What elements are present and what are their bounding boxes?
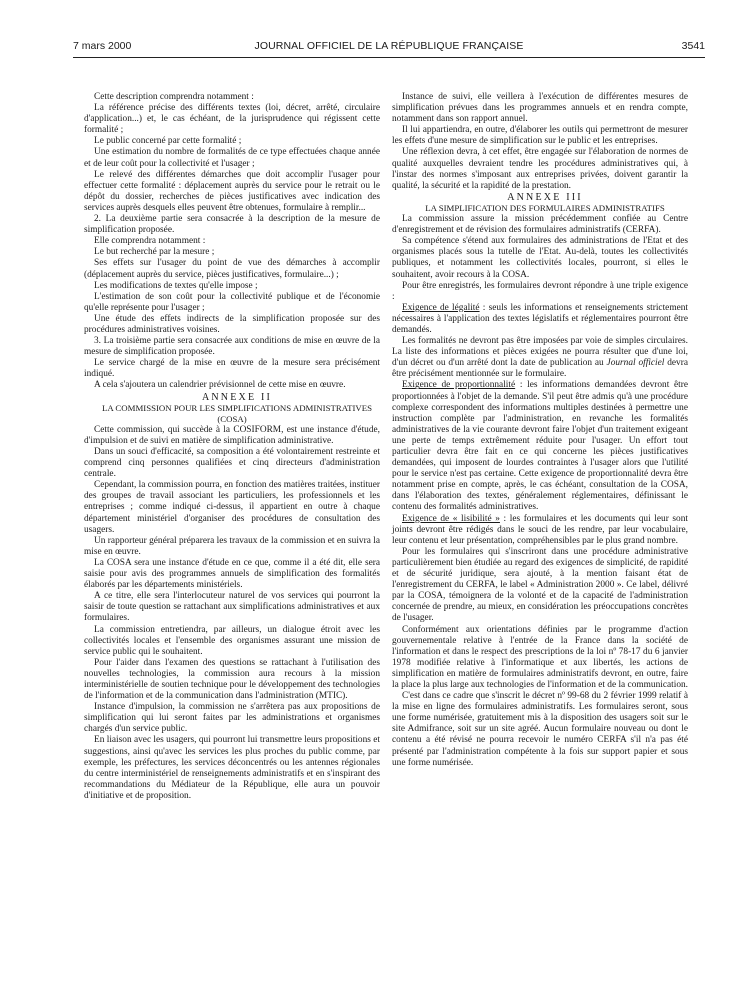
circulars-text: Les formalités ne devront pas être imposées par voie de simples circulaires. La liste des informations et pièces exigées ne pourra résulter que d'une loi, d'un décret ou d'un arrêté dont la date de publication au [392, 336, 688, 369]
paragraph: La commission assure la mission précédemment confiée au Centre d'enregistrement et de révision des formulaires administratifs (CERFA). [392, 214, 688, 236]
paragraph: Instance d'impulsion, la commission ne s'arrêtera pas aux propositions de simplification qui lui seront faites par les administrations et organismes chargés d'un service public. [84, 702, 380, 735]
annexe-3-title: LA SIMPLIFICATION DES FORMULAIRES ADMINISTRATIFS [425, 202, 665, 213]
left-column [84, 92, 380, 802]
paragraph: Le relevé des différentes démarches que doit accomplir l'usager pour effectuer cette formalité : déplacement auprès du service pour le retrait ou le dépôt du dossier, recherches de pièces justificatives avec indication des services auprès desquels elles peuvent être obtenues, formulaire à remplir... [84, 169, 380, 213]
legality-term: Exigence de légalité [402, 302, 480, 313]
paragraph: Sa compétence s'étend aux formulaires des administrations de l'Etat et des organismes placés sous la tutelle de l'Etat. Au-delà, toutes les collectivités publiques, et notamment les collectivités locales, pourront, si elles le souhaitent, avoir recours à la COSA. [392, 236, 688, 280]
paragraph: Une étude des effets indirects de la simplification proposée sur des procédures administratives voisines. [84, 313, 380, 335]
header-journal-title: JOURNAL OFFICIEL DE LA RÉPUBLIQUE FRANÇAISE [254, 40, 524, 52]
paragraph: La COSA sera une instance d'étude en ce que, comme il a été dit, elle sera saisie pour avis des programmes annuels de simplification des formalités élaborés par les départements ministériels. [84, 557, 380, 591]
annexe-2-title: LA COMMISSION POUR LES SIMPLIFICATIONS ADMINISTRATIVES (COSA) [101, 402, 373, 424]
paragraph [392, 336, 688, 380]
paragraph: La commission entretiendra, par ailleurs, un dialogue étroit avec les collectivités locales et l'ensemble des organismes assurant une mission de service public qui le souhaitent. [84, 624, 380, 657]
journal-officiel-ref: Journal officiel [606, 358, 665, 369]
legality-text: : seuls les informations et renseignements strictement nécessaires à l'application des textes législatifs et réglementaires pourront être demandés. [392, 302, 688, 335]
paragraph [392, 514, 688, 547]
paragraph: Dans un souci d'efficacité, sa composition a été volontairement restreinte et comprend cinq personnes qualifiées et cinq directeurs d'administration centrale. [84, 447, 380, 480]
paragraph: Les modifications de textes qu'elle impose ; [94, 280, 258, 291]
page-header [73, 40, 705, 56]
header-date: 7 mars 2000 [73, 40, 132, 52]
paragraph: La référence précise des différents textes (loi, décret, arrêté, circulaire d'application...) et, le cas échéant, de la jurisprudence qui régissent cette formalité ; [84, 103, 380, 136]
paragraph: Il lui appartiendra, en outre, d'élaborer les outils qui permettront de mesurer les effets d'une mesure de simplification sur le public et les entreprises. [392, 125, 688, 147]
header-rule [73, 57, 705, 58]
paragraph: L'estimation de son coût pour la collectivité publique et de l'économie qu'elle représente pour l'usager ; [84, 291, 380, 313]
paragraph: Un rapporteur général préparera les travaux de la commission et en suivra la mise en œuvre. [84, 535, 380, 557]
paragraph: Le public concerné par cette formalité ; [94, 136, 242, 147]
paragraph: Conformément aux orientations définies par le programme d'action gouvernementale relative à l'entrée de la France dans la société de l'information et dans le respect des prescriptions de la loi nº 78-17 du 6 janvier 1978 modifiée relative à l'informatique et aux libertés, les actions de simplification en matière de formulaires administratifs devront, en outre, faire la place la plus large aux technologies de l'information et de la communication. [392, 624, 689, 690]
paragraph: Une réflexion devra, à cet effet, être engagée sur l'élaboration de normes de qualité auxquelles devraient tendre les procédures administratives qui, à l'instar des normes s'imposant aux entreprises privées, doivent garantir la qualité, la sécurité et la rapidité de la prestation. [392, 147, 688, 191]
paragraph: Ses effets sur l'usager du point de vue des démarches à accomplir (déplacement auprès du service, pièces justificatives, formulaire...) ; [84, 258, 380, 280]
paragraph: En liaison avec les usagers, qui pourront lui transmettre leurs propositions et suggestions, ainsi qu'avec les services les plus proches du public comme, par exemple, les préfectures, les services déconcentrés ou les antennes régionales du centre interministériel de renseignements administratifs et en s'inspirant des recommandations du Médiateur de la République, elle aura un pouvoir d'initiative et de proposition. [84, 735, 380, 801]
paragraph: 2. La deuxième partie sera consacrée à la description de la mesure de simplification proposée. [84, 214, 380, 236]
header-page-number: 3541 [681, 40, 705, 52]
readability-term: Exigence de « lisibilité » [402, 513, 500, 524]
paragraph: Pour l'aider dans l'examen des questions se rattachant à l'utilisation des nouvelles technologies, la commission aura recours à la mission interministérielle de soutien technique pour le développement des technologies de l'information et de la communication dans l'administration (MTIC). [84, 657, 380, 702]
paragraph: Instance de suivi, elle veillera à l'exécution de différentes mesures de simplification prévues dans les programmes annuels et en rendra compte, notamment dans son rapport annuel. [392, 92, 688, 125]
proportionality-text: : les informations demandées devront être proportionnées à l'objet de la demande. S'il peut être admis qu'à une procédure complexe correspondent des informations multiples destinées à permettre une instruction complète par l'administration, en revanche les formalités administratives de la vie courante devront faire l'objet d'un traitement exigeant une perte de temps extrêmement réduite pour l'usager. Un effort tout particulier devra être fait en ce qui concerne les pièces justificatives demandées, qui imposent de lourdes contraintes à l'usager alors que l'utilité pour le service n'est pas certaine. Cette exigence de proportionnalité devra être notamment prise en compte, après, le cas échéant, consultation de la COSA, dans l'élaboration des textes, généralement réglementaires, définissant le contenu des formalités administratives. [392, 380, 688, 513]
paragraph: Cette commission, qui succède à la COSIFORM, est une instance d'étude, d'impulsion et de suivi en matière de simplification administrative. [84, 424, 380, 446]
paragraph [392, 380, 688, 513]
paragraph: C'est dans ce cadre que s'inscrit le décret nº 99-68 du 2 février 1999 relatif à la mise en ligne des formulaires administratifs. Les formulaires seront, sous une forme numérisée, gratuitement mis à la disposition des usagers soit sur le site Admifrance, soit sur un site agréé. Aucun formulaire nouveau ou dont le contenu a été révisé ne pourra recevoir le numéro CERFA s'il n'a pas été présenté par l'administration compétente à la fois sur support papier et sous une forme numérisée. [392, 691, 688, 768]
paragraph: A ce titre, elle sera l'interlocuteur naturel de vos services qui pourront la saisir de toute question se rattachant aux simplifications administratives et aux formulaires. [84, 591, 380, 624]
paragraph: Cette description comprendra notamment : [94, 92, 254, 102]
paragraph: Le service chargé de la mise en œuvre de la mesure sera précisément indiqué. [84, 358, 380, 380]
right-column [392, 92, 688, 769]
paragraph: Elle comprendra notamment : [94, 236, 206, 247]
circulars-text-end: devra être précisément mentionnée sur le formulaire. [392, 358, 688, 380]
paragraph: Une estimation du nombre de formalités de ce type effectuées chaque année et de leur coût pour la collectivité et l'usager ; [84, 147, 380, 169]
paragraph: Pour les formulaires qui s'inscriront dans une procédure administrative particulièrement bien étudiée au regard des exigences de simplicité, de rapidité et de sécurité juridique, sera ajouté, à la mention faisant état de l'enregistrement du CERFA, le label « Administration 2000 ». Ce label, délivré par la COSA, témoignera de la volonté et de la capacité de l'administration concernée de prendre, au mieux, en considération les préoccupations concrètes de l'usager. [392, 546, 688, 624]
paragraph: Le but recherché par la mesure ; [94, 247, 215, 258]
annexe-3-heading: ANNEXE III [507, 191, 583, 203]
proportionality-term: Exigence de proportionnalité [402, 380, 516, 391]
annexe-2-heading: ANNEXE II [201, 391, 273, 403]
paragraph [392, 303, 688, 336]
paragraph: 3. La troisième partie sera consacrée aux conditions de mise en œuvre de la mesure de simplification proposée. [84, 336, 380, 358]
paragraph: Cependant, la commission pourra, en fonction des matières traitées, instituer des groupes de travail associant les particuliers, les professionnels et les entreprises ; comme indiqué ci-dessus, il appartient en outre à chaque département ministériel d'organiser des procédures de consultation des usagers. [84, 480, 380, 535]
paragraph: A cela s'ajoutera un calendrier prévisionnel de cette mise en œuvre. [94, 380, 346, 391]
paragraph: Pour être enregistrés, les formulaires devront répondre à une triple exigence : [392, 280, 688, 302]
readability-text: : les formulaires et les documents qui leur sont joints devront être rédigés dans le souci de les rendre, par leur vocabulaire, leur contenu et leur présentation, compréhensibles par le plus grand nombre. [392, 513, 688, 546]
